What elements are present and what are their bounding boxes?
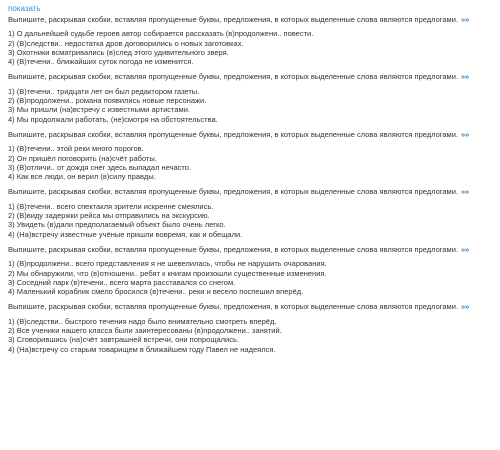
prompt-text: Выпишите, раскрывая скобки, вставляя пропущенные буквы, предложения, в которых выделенные слова являются предлогами. (8, 15, 458, 24)
question-block (8, 245, 494, 296)
option-item: 3) Увидеть (в)дали предполагаемый объект было очень легко. (8, 220, 226, 230)
prompt-text: Выпишите, раскрывая скобки, вставляя пропущенные буквы, предложения, в которых выделенные слова являются предлогами. (8, 302, 458, 312)
expand-arrows-icon[interactable]: »» (460, 244, 469, 254)
task-list (8, 0, 494, 450)
questions-container (8, 15, 494, 354)
option-item: 4) (На)встречу известные учёные пришли вовремя, как и обещали. (8, 229, 243, 239)
option-item: 4) Маленький кораблик смело бросился (в)течени.. реки и весело поспешил вперёд. (8, 287, 304, 297)
option-item: 3) (В)отличи.. от дождя снег здесь выпадал нечасто. (8, 162, 192, 172)
option-item: 2) Мы обнаружили, что (в)отношени.. ребят к книгам произошли существенные изменения. (8, 268, 327, 278)
option-item: 1) (В)следстви.. быстрого течения надо было внимательно смотреть вперёд. (8, 316, 277, 326)
question-block (8, 302, 494, 353)
option-list (8, 317, 494, 354)
expand-arrows-icon[interactable]: »» (460, 129, 469, 139)
option-item: 1) (В)течени.. этой реки много порогов. (8, 144, 144, 154)
expand-arrows-icon[interactable]: »» (460, 72, 469, 82)
option-item: 3) Сговорившись (на)счёт завтрашней встречи, они попрощались. (8, 335, 239, 345)
question-block (8, 130, 494, 181)
option-list (8, 144, 494, 181)
question-block (8, 15, 494, 66)
option-item: 1) (В)течени.. тридцати лет он был редактором газеты. (8, 86, 200, 96)
option-list (8, 29, 494, 66)
prompt-text: Выпишите, раскрывая скобки, вставляя пропущенные буквы, предложения, в которых выделенные слова являются предлогами. (8, 187, 458, 197)
expand-arrows-icon[interactable]: »» (460, 302, 469, 312)
question-prompt (8, 72, 494, 81)
question-prompt (8, 245, 494, 254)
question-prompt (8, 15, 494, 24)
option-item: 4) Мы продолжали работать, (не)смотря на обстоятельства. (8, 114, 218, 124)
option-item: 1) (В)продолжени.. всего представления я не шевелилась, чтобы не нарушить очарования. (8, 259, 327, 269)
option-item: 4) Как все люди, он верил (в)силу правды. (8, 172, 156, 182)
question-prompt (8, 130, 494, 139)
question-block (8, 72, 494, 123)
option-item: 2) Все ученики нашего класса были заинтересованы (в)продолжени.. занятий. (8, 326, 282, 336)
expand-arrows-icon[interactable]: »» (460, 15, 469, 24)
option-item: 4) (На)встречу со старым товарищем в ближайшем году Павел не надеялся. (8, 344, 276, 354)
option-item: 3) Соседний парк (в)течени.. всего марта расставался со снегом. (8, 277, 236, 287)
option-item: 3) Охотники всматривались (в)след этого удивительного зверя. (8, 47, 229, 57)
option-list (8, 202, 494, 239)
prompt-text: Выпишите, раскрывая скобки, вставляя пропущенные буквы, предложения, в которых выделенные слова являются предлогами. (8, 72, 458, 82)
option-item: 1) (В)течени.. всего спектакля зрители искренне смеялись. (8, 201, 214, 211)
option-item: 3) Мы пришли (на)встречу с известными артистами. (8, 105, 190, 115)
prompt-text: Выпишите, раскрывая скобки, вставляя пропущенные буквы, предложения, в которых выделенные слова являются предлогами. (8, 244, 458, 254)
option-item: 4) (В)течени.. ближайших суток погода не изменится. (8, 57, 194, 67)
option-list (8, 87, 494, 124)
show-link[interactable]: показать (8, 4, 41, 13)
prompt-text: Выпишите, раскрывая скобки, вставляя пропущенные буквы, предложения, в которых выделенные слова являются предлогами. (8, 129, 458, 139)
option-item: 2) (В)следстви.. недостатка дров договорились о новых заготовках. (8, 38, 244, 48)
question-block (8, 187, 494, 238)
option-list (8, 259, 494, 296)
question-prompt (8, 187, 494, 196)
option-item: 1) О дальнейшей судьбе героев автор собирается рассказать (в)продолжени.. повести. (8, 29, 314, 39)
question-prompt (8, 302, 494, 311)
option-item: 2) Он пришёл поговорить (на)счёт работы. (8, 153, 157, 163)
expand-arrows-icon[interactable]: »» (460, 187, 469, 197)
option-item: 2) (В)виду задержки рейса мы отправились на экскурсию. (8, 211, 210, 221)
option-item: 2) (В)продолжени.. романа появились новые персонажи. (8, 96, 207, 106)
